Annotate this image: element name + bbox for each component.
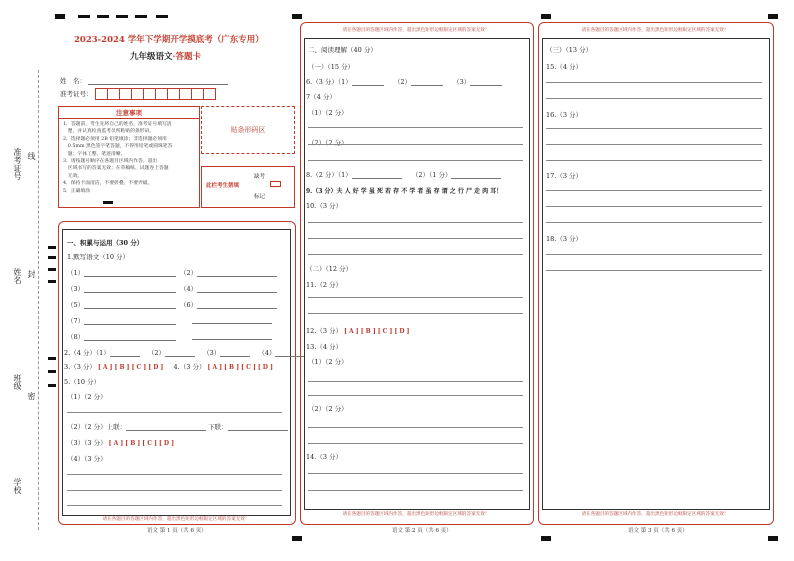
q5-4-line-2: [67, 490, 282, 491]
registration-mark: [768, 536, 778, 541]
registration-mark: [156, 15, 168, 18]
binding-school: 学校: [13, 478, 22, 494]
q11-line-1: [308, 297, 523, 298]
fill-7-blank[interactable]: [84, 317, 176, 325]
fill-2-blank[interactable]: [197, 269, 277, 277]
fill-4: （4）: [180, 284, 277, 293]
registration-mark: [768, 14, 778, 19]
notes-item: 4．保持卡面清洁，不要折叠、不要弄破。: [63, 181, 153, 187]
q13-label: 13.（4 分）: [306, 343, 343, 351]
absent-box: [201, 166, 295, 208]
fill-5-blank[interactable]: [84, 301, 176, 309]
part-3-title: （三）（13 分）: [546, 46, 593, 54]
q15-label: 15.（4 分）: [546, 63, 583, 71]
section-1-title: 一、积累与运用（30 分）: [67, 239, 144, 247]
q4-options[interactable]: [ A ] [ B ] [ C ] [ D ]: [207, 364, 273, 371]
q10-line-1: [308, 222, 523, 223]
name-field[interactable]: [88, 77, 228, 85]
fill-8-blank[interactable]: [84, 333, 176, 341]
binding-class: 班级: [13, 374, 22, 390]
filled-sample-mark: [103, 201, 113, 204]
q14-line-2: [308, 490, 523, 491]
q3-row: [64, 362, 273, 371]
q17-line-3: [546, 222, 762, 223]
q5-1-line: [67, 412, 282, 413]
q13-2-line-1: [308, 427, 523, 428]
side-timing-mark: [48, 370, 56, 373]
q7-1-label: （1）（2 分）: [308, 109, 348, 117]
q3-options[interactable]: [ A ] [ B ] [ C ] [ D ]: [97, 364, 164, 371]
fill-1: （1）: [67, 268, 176, 277]
page3-footer: 语文 第 3 页（共 6 页）: [628, 528, 688, 534]
registration-mark: [78, 15, 90, 18]
q17-line-2: [546, 206, 762, 207]
notes-item: 0.5mm 黑色签字笔答题，不得用铅笔或圆珠笔答: [63, 144, 173, 150]
registration-mark: [135, 15, 147, 18]
page2-footer: 语文 第 2 页（共 6 页）: [392, 528, 452, 534]
fill-6: （6）: [180, 300, 277, 309]
notes-item: 题；字体工整、笔迹清晰。: [63, 151, 126, 157]
q9-row: 9.（3 分）夫 人 好 学 虽 死 若 存 不 学 者 虽 存 谓 之 行 尸 走 肉 耳！: [306, 188, 503, 195]
exam-subtitle: [130, 50, 201, 62]
registration-mark: [541, 14, 551, 19]
section-2-title: 二、阅读理解（40 分）: [308, 46, 377, 54]
fill-6-blank[interactable]: [197, 301, 277, 309]
page3-top-notice: 请在各题目的答题区域内作答，超出黑色矩形边框限定区域的答案无效！: [581, 28, 729, 33]
q10-label: 10.（3 分）: [306, 202, 343, 210]
q2-2-blank[interactable]: [165, 349, 195, 357]
q6-label: 6.（3 分）（1）: [306, 78, 352, 86]
q7-2-label: （2）（2 分）: [308, 139, 348, 147]
notes-item: 楚，并认真检查监考员所粘贴的条形码。: [63, 129, 155, 135]
q12-row: [306, 326, 410, 335]
exam-no-label: 准考证号：: [60, 90, 93, 98]
registration-mark: [116, 15, 128, 18]
q6-row: 6.（3 分）（1） （2） （3）: [306, 77, 502, 86]
binding-exam-no: 准考证号: [13, 148, 22, 180]
q10-line-2: [308, 238, 523, 239]
q3-label: 3.（3 分）: [64, 363, 96, 371]
subtitle-dot: ·: [172, 52, 176, 62]
part-2-title: （二）（12 分）: [306, 265, 353, 273]
side-timing-mark: [48, 384, 56, 387]
subject-name: 九年级语文: [130, 52, 173, 62]
page2-top-notice: 请在各题目的答题区域内作答，超出黑色矩形边框限定区域的答案无效！: [342, 28, 490, 33]
binding-name: 姓名: [13, 268, 22, 284]
absent-note: 此栏考生禁填: [206, 183, 240, 189]
q5-2-row: [67, 422, 288, 431]
fill-1-blank[interactable]: [84, 269, 176, 277]
q5-3-label: （3）（3 分）: [67, 439, 107, 447]
notes-item: 5．正确填涂: [63, 188, 91, 194]
q2-1-blank[interactable]: [110, 349, 140, 357]
notes-box: [58, 106, 200, 208]
q14-label: 14.（3 分）: [306, 453, 343, 461]
q5-2-lower-blank[interactable]: [228, 423, 288, 431]
q13-1-line-1: [308, 381, 523, 382]
page1-footer: 语文 第 1 页（共 6 页）: [147, 528, 207, 534]
name-row: [60, 76, 228, 85]
q2-row: 2.（4 分）（1） （2） （3） （4）: [64, 348, 305, 357]
registration-mark: [97, 15, 109, 18]
page3-inner-frame: [542, 38, 770, 510]
q5-2-label: （2）（2 分）上联：: [67, 423, 127, 431]
binding-dashed-line: [38, 70, 39, 530]
registration-mark: [55, 14, 65, 19]
q8-2-blank[interactable]: [451, 171, 501, 179]
q5-4-line-3: [67, 505, 282, 506]
q17-line-1: [546, 190, 762, 191]
q16-label: 16.（3 分）: [546, 111, 583, 119]
q8-2-label: （2）（1 分）: [411, 171, 452, 179]
page2-bottom-notice: 请在各题目的答题区域内作答，超出黑色矩形边框限定区域的答案无效！: [342, 512, 490, 517]
q8-row: [306, 170, 501, 179]
q7-2-line-2: [308, 160, 523, 161]
binding-seal: 封: [27, 270, 36, 278]
q7-1-line-1: [308, 127, 523, 128]
q2-label: 2.（4 分）（1）: [64, 349, 110, 357]
q15-line-2: [546, 98, 762, 99]
registration-mark: [292, 536, 302, 541]
q11-line-2: [308, 313, 523, 314]
q5-1-label: （1）（2 分）: [67, 393, 107, 401]
q12-options[interactable]: [ A ] [ B ] [ C ] [ D ]: [344, 328, 410, 335]
part-1-title: （一）（15 分）: [308, 63, 355, 71]
q13-2-label: （2）（2 分）: [308, 405, 348, 413]
q5-label: 5.（10 分）: [64, 378, 101, 386]
q2-3-blank[interactable]: [220, 349, 250, 357]
absent-missing: 缺考: [254, 174, 266, 180]
q8-label: 8.（2 分）（1）: [306, 171, 352, 179]
q18-line-1: [546, 254, 762, 255]
exam-no-boxes[interactable]: [95, 90, 215, 98]
side-timing-mark: [48, 268, 56, 271]
q15-line-1: [546, 82, 762, 83]
fill-3-blank[interactable]: [84, 285, 176, 293]
side-timing-mark: [48, 246, 56, 249]
barcode-area: [201, 106, 295, 154]
fill-7b: [192, 316, 272, 324]
fill-5: （5）: [67, 300, 176, 309]
q7-2-line-1: [308, 144, 523, 145]
notes-title: 注意事项: [59, 107, 199, 119]
q6-1-blank[interactable]: [352, 78, 384, 86]
notes-list: [59, 119, 199, 197]
q5-2-lower-label: 下联：: [208, 423, 228, 431]
q8-1-blank[interactable]: [352, 171, 402, 179]
page3-bottom-notice: 请在各题目的答题区域内作答，超出黑色矩形边框限定区域的答案无效！: [581, 512, 729, 517]
q5-4-line-1: [67, 474, 282, 475]
fill-8b: [192, 332, 272, 340]
name-label: 姓 名：: [60, 77, 86, 85]
q13-1-line-2: [308, 395, 523, 396]
side-timing-mark: [48, 256, 56, 259]
notes-item: 无效。: [63, 173, 83, 179]
q6-3-blank[interactable]: [470, 78, 502, 86]
notes-item: 1．答题前，考生先将自己的姓名，准考证号填写清: [63, 122, 172, 127]
q11-label: 11.（2 分）: [306, 281, 343, 289]
q5-3-options[interactable]: [ A ] [ B ] [ C ] [ D ]: [108, 440, 175, 447]
q10-line-3: [308, 254, 523, 255]
q18-label: 18.（3 分）: [546, 235, 583, 243]
exam-title: 2023-2024 学年下学期开学摸底考（广东专用）: [74, 35, 264, 45]
page1-bottom-notice: 请在各题目的答题区域内作答，超出黑色矩形边框限定区域的答案无效！: [102, 517, 250, 522]
q13-1-label: （1）（2 分）: [308, 358, 348, 366]
registration-mark: [541, 536, 551, 541]
fill-8: （8）: [67, 332, 176, 341]
fill-7b-blank[interactable]: [192, 316, 272, 324]
binding-line: 线: [27, 152, 36, 160]
q18-line-2: [546, 270, 762, 271]
exam-no-row: [60, 88, 215, 100]
q16-line-1: [546, 128, 762, 129]
barcode-label: 贴条形码区: [230, 126, 266, 134]
q5-3-row: [67, 438, 174, 447]
answer-card-label: 答题卡: [175, 52, 201, 62]
absent-checkbox[interactable]: [270, 181, 281, 187]
side-timing-mark: [48, 357, 56, 360]
q5-4-label: （4）（3 分）: [67, 455, 107, 463]
q1-label: 1.默写语文（10 分）: [67, 253, 130, 261]
q14-line-1: [308, 473, 523, 474]
q13-2-line-2: [308, 443, 523, 444]
q5-2-upper-blank[interactable]: [126, 423, 206, 431]
q6-2-blank[interactable]: [411, 78, 443, 86]
fill-7: （7）: [67, 316, 176, 325]
q7-label: 7（4 分）: [306, 93, 336, 101]
q16-line-2: [546, 144, 762, 145]
side-timing-mark: [48, 280, 56, 283]
notes-item: 区域书写的答案无效；在草稿纸、试题卷上答题: [63, 166, 169, 172]
binding-tight: 密: [27, 392, 36, 400]
q16-line-3: [546, 160, 762, 161]
absent-mark: 标记: [254, 194, 266, 200]
fill-8b-blank[interactable]: [192, 332, 272, 340]
fill-2: （2）: [180, 268, 277, 277]
fill-3: （3）: [67, 284, 176, 293]
notes-item: 3．请按题号顺序在各题目区域内作答，超出: [63, 159, 158, 165]
registration-mark: [292, 14, 302, 19]
q12-label: 12.（3 分）: [306, 327, 343, 335]
q4-label: 4.（3 分）: [173, 363, 206, 371]
notes-item: 2．选择题必须用 2B 铅笔填涂；非选择题必须用: [63, 136, 167, 142]
q17-label: 17.（3 分）: [546, 172, 583, 180]
fill-4-blank[interactable]: [197, 285, 277, 293]
